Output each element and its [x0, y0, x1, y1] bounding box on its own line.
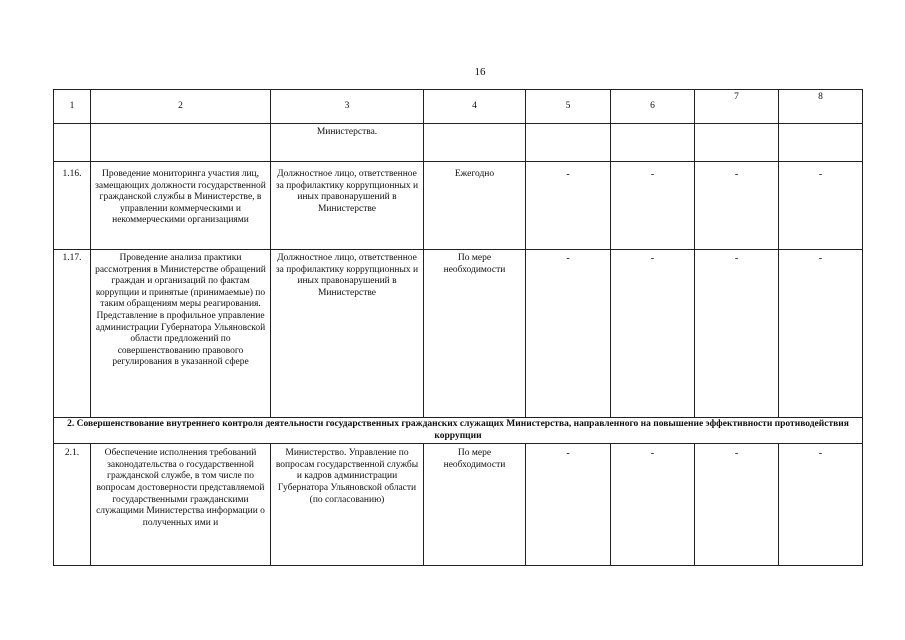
responsible-text: Министерство. Управление по вопросам государственной службы и кадров администрации Губернатора Ульяновской области (по согласованию) [271, 444, 424, 566]
col7-value: - [695, 250, 779, 418]
header-cell-1: 1 [54, 90, 91, 124]
activity-text: Проведение мониторинга участия лиц, замещающих должности государственной гражданской службы в Министерстве, в управлении коммерческими и некоммерческими организациями [91, 162, 271, 250]
cell-empty [611, 124, 695, 162]
cell-empty [695, 124, 779, 162]
row-number: 1.16. [54, 162, 91, 250]
header-cell-5: 5 [526, 90, 611, 124]
responsible-text: Должностное лицо, ответственное за профилактику коррупционных и иных правонарушений в Министерстве [271, 162, 424, 250]
cell-empty [526, 124, 611, 162]
page-number: 16 [474, 66, 486, 78]
col6-value: - [611, 250, 695, 418]
header-cell-2: 2 [91, 90, 271, 124]
header-cell-7: 7 [695, 90, 779, 124]
table-row [54, 444, 863, 566]
term-text: Ежегодно [424, 162, 526, 250]
section-title: 2. Совершенствование внутреннего контроля деятельности государственных гражданских служащих Министерства, направленного на повышение эффективности противодействия коррупции [54, 418, 863, 444]
plan-table [53, 89, 863, 566]
responsible-text: Должностное лицо, ответственное за профилактику коррупционных и иных правонарушений в Министерстве [271, 250, 424, 418]
cell-empty [424, 124, 526, 162]
continuation-row [54, 124, 863, 162]
col5-value: - [526, 250, 611, 418]
term-text: По мере необходимости [424, 250, 526, 418]
header-cell-3: 3 [271, 90, 424, 124]
cell-empty [54, 124, 91, 162]
continuation-text: Министерства. [271, 124, 424, 162]
col6-value: - [611, 444, 695, 566]
header-cell-8: 8 [779, 90, 863, 124]
col8-value: - [779, 250, 863, 418]
header-cell-4: 4 [424, 90, 526, 124]
col5-value: - [526, 444, 611, 566]
section-row [54, 418, 863, 444]
col7-value: - [695, 162, 779, 250]
row-number: 2.1. [54, 444, 91, 566]
term-text: По мере необходимости [424, 444, 526, 566]
col7-value: - [695, 444, 779, 566]
activity-text: Обеспечение исполнения требований законодательства о государственной гражданской службе, в том числе по вопросам достоверности представляемой государственными гражданскими служащими Министерства информации о полученных ими и [91, 444, 271, 566]
table-row [54, 250, 863, 418]
cell-empty [779, 124, 863, 162]
col5-value: - [526, 162, 611, 250]
header-cell-6: 6 [611, 90, 695, 124]
col8-value: - [779, 162, 863, 250]
col6-value: - [611, 162, 695, 250]
col8-value: - [779, 444, 863, 566]
activity-text: Проведение анализа практики рассмотрения в Министерстве обращений граждан и организаций по фактам коррупции и принятые (принимаемые) по таким обращениям меры реагирования. Представление в профильное управление администрации Губернатора Ульяновской области предложений по совершенствованию правового регулирования в указанной сфере [91, 250, 271, 418]
table-row [54, 162, 863, 250]
header-row [54, 90, 863, 124]
cell-empty [91, 124, 271, 162]
row-number: 1.17. [54, 250, 91, 418]
